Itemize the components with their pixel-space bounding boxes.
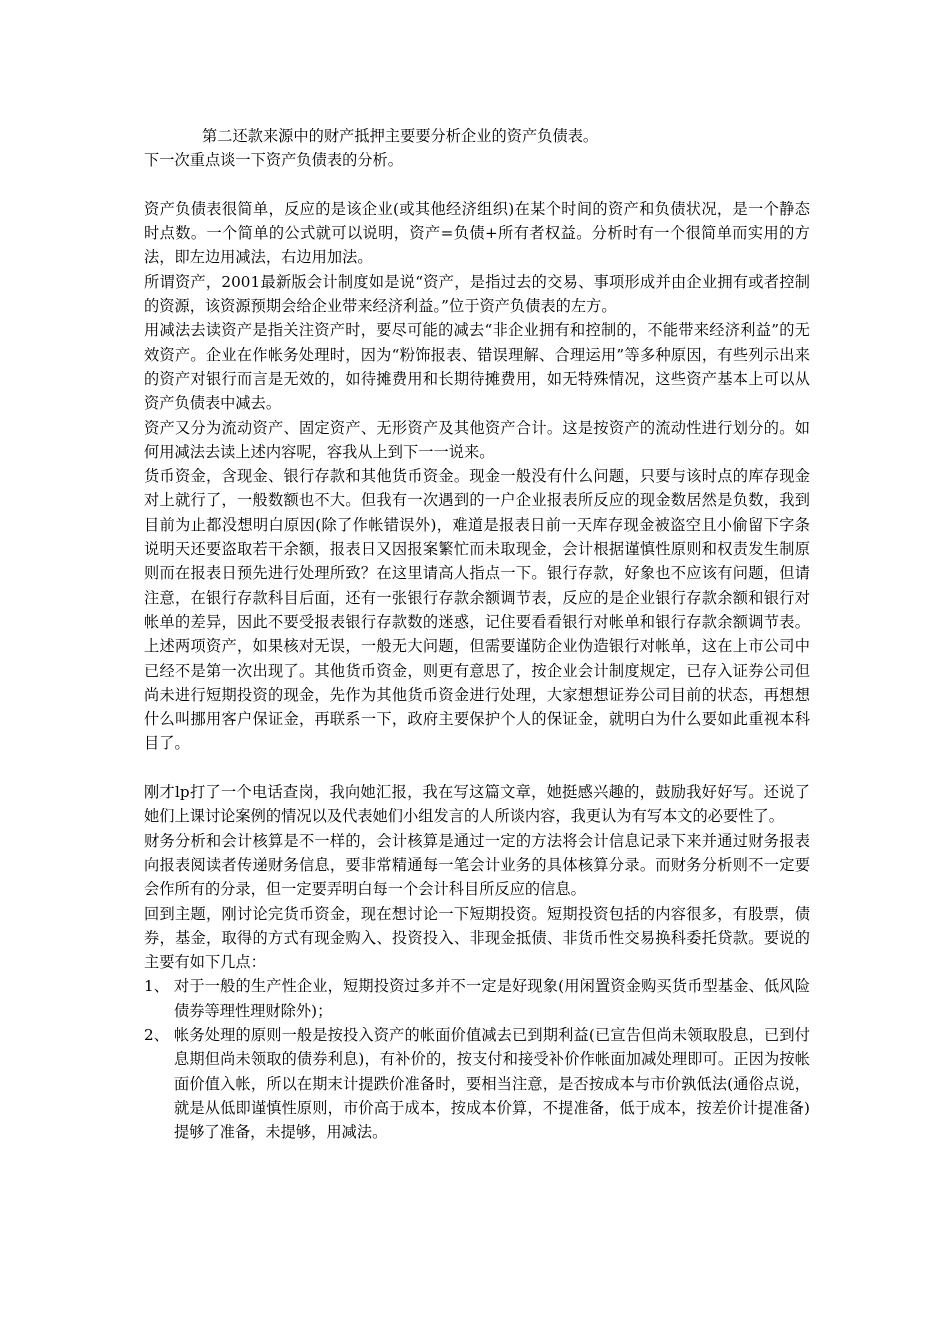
list-number: 1、 (144, 977, 169, 996)
paragraph: 回到主题，刚讨论完货币资金，现在想讨论一下短期投资。短期投资包括的内容很多，有股票，债券，基金，取得的方式有现金购入、投资投入、非现金抵债、非货币性交易换科委托贷款。要说的主要有如下几点： (144, 904, 810, 972)
intro-line: 下一次重点谈一下资产负债表的分析。 (144, 151, 404, 170)
list-text: 帐务处理的原则一般是按投入资产的帐面价值减去已到期利益(已宣告但尚未领取股息，已到付息期但尚未领取的债券利息)，有补价的，按支付和接受补价作帐面加减处理即可。正因为按帐面价值入帐，所以在期末计提跌价准备时，要相当注意，是否按成本与市价孰低法(通俗点说，就是从低即谨慎性原则，市价高于成本，按成本价算，不提准备，低于成本，按差价计提准备)提够了准备，未提够，用减法。 (174, 1025, 810, 1142)
intro-line: 第二还款来源中的财产抵押主要要分析企业的资产负债表。 (202, 127, 599, 145)
list-item (144, 1023, 810, 1144)
paragraph: 资产又分为流动资产、固定资产、无形资产及其他资产合计。这是按资产的流动性进行划分的。如何用减法去读上述内容呢，容我从上到下一一说来。 (144, 418, 810, 461)
blank-line (144, 756, 810, 780)
paragraph: 所谓资产，2001最新版会计制度如是说“资产，是指过去的交易、事项形成并由企业拥有或者控制的资源，该资源预期会给企业带来经济利益。”位于资产负债表的左方。 (144, 272, 810, 316)
paragraph: 货币资金，含现金、银行存款和其他货币资金。现金一般没有什么问题，只要与该时点的库存现金对上就行了，一般数额也不大。但我有一次遇到的一户企业报表所反应的现金数居然是负数，我到目前为止都没想明白原因(除了作帐错误外)，难道是报表日前一天库存现金被盗空且小偷留下字条说明天还要盗取若干余额，报表日又因报案繁忙而未取现金，会计根据谨慎性原则和权责发生制原则而在报表日预先进行处理所致？在这里请高人指点一下。银行存款，好象也不应该有问题，但请注意，在银行存款科目后面，还有一张银行存款余额调节表，反应的是企业银行存款余额和银行对帐单的差异，因此不要受报表银行存款数的迷惑，记住要看看银行对帐单和银行存款余额调节表。上述两项资产，如果核对无误，一般无大问题，但需要谨防企业伪造银行对帐单，这在上市公司中已经不是第一次出现了。其他货币资金，则更有意思了，按企业会计制度规定，已存入证券公司但尚未进行短期投资的现金，先作为其他货币资金进行处理，大家想想证券公司目前的状态，再想想什么叫挪用客户保证金，再联系一下，政府主要保护个人的保证金，就明白为什么要如此重视本科目了。 (144, 467, 810, 753)
paragraph: 用减法去读资产是指关注资产时，要尽可能的减去“非企业拥有和控制的，不能带来经济利益”的无效资产。企业在作帐务处理时，因为“粉饰报表、错误理解、合理运用”等多种原因，有些列示出来的资产对银行而言是无效的，如待摊费用和长期待摊费用，如无特殊情况，这些资产基本上可以从资产负债表中减去。 (144, 321, 810, 413)
paragraph: 刚才lp打了一个电话查岗，我向她汇报，我在写这篇文章，她挺感兴趣的，鼓励我好好写。还说了她们上课讨论案例的情况以及代表她们小组发言的人所谈内容，我更认为有写本文的必要性了。 (144, 783, 810, 826)
paragraph: 资产负债表很简单，反应的是该企业(或其他经济组织)在某个时间的资产和负债状况，是一个静态时点数。一个简单的公式就可以说明，资产=负债+所有者权益。分析时有一个很简单而实用的方法，即左边用减法，右边用加法。 (144, 199, 810, 267)
list-number: 2、 (144, 1025, 169, 1044)
document-body (144, 124, 810, 1144)
blank-line (144, 173, 810, 197)
list-item (144, 974, 810, 1023)
list-text: 对于一般的生产性企业，短期投资过多并不一定是好现象(用闲置资金购买货币型基金、低风险债券等理性理财除外)； (174, 977, 810, 1020)
paragraph: 财务分析和会计核算是不一样的，会计核算是通过一定的方法将会计信息记录下来并通过财务报表向报表阅读者传递财务信息，要非常精通每一笔会计业务的具体核算分录。而财务分析则不一定要会作所有的分录，但一定要弄明白每一个会计科目所反应的信息。 (144, 831, 810, 899)
